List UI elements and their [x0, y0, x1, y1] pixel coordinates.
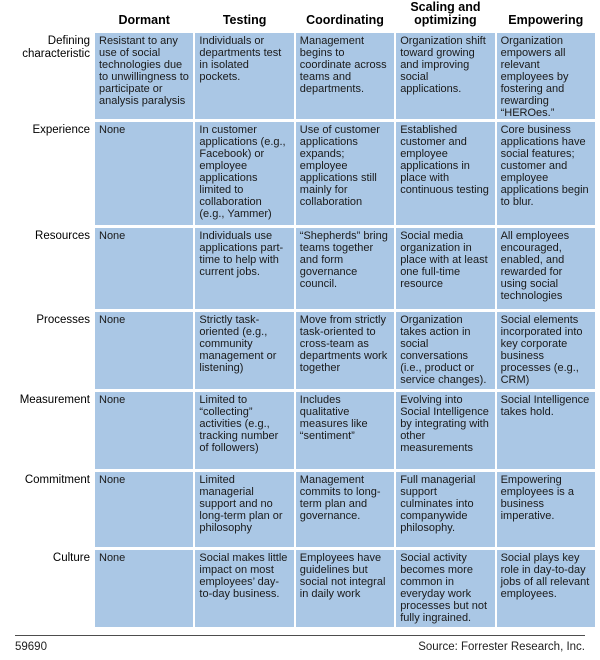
table-cell: None — [95, 472, 193, 547]
source-credit: Source: Forrester Research, Inc. — [418, 641, 585, 653]
row-label-culture: Culture — [52, 552, 90, 564]
column-header-dormant: Dormant — [118, 13, 170, 27]
table-cell: Social makes little impact on most employees’ day-to-day business. — [195, 550, 293, 627]
table-cell: Move from strictly task-oriented to cross-team as departments work together — [296, 312, 394, 389]
table-cell: Evolving into Social Intelligence by integrating with other measurements — [396, 392, 494, 469]
table-cell: Social media organization in place with at least one full-time resource — [396, 228, 494, 309]
column-header-empowering: Empowering — [508, 13, 584, 27]
table-cell: Strictly task-oriented (e.g., community management or listening) — [195, 312, 293, 389]
table-cell: Empowering employees is a business imperative. — [497, 472, 595, 547]
table-cell: None — [95, 392, 193, 469]
table-cell: Use of customer applications expands; employee applications still mainly for collaboration — [296, 122, 394, 225]
table-cell: Individuals use applications part-time to help with current jobs. — [195, 228, 293, 309]
table-cell: “Shepherds” bring teams together and form governance council. — [296, 228, 394, 309]
header-corner-spacer — [0, 0, 93, 30]
table-cell: Core business applications have social features; customer and employee applications begin to blur. — [497, 122, 595, 225]
table-cell: Social plays key role in day-to-day jobs of all relevant employees. — [497, 550, 595, 627]
table-cell: None — [95, 122, 193, 225]
row-label-resources: Resources — [35, 230, 90, 242]
table-cell: Management commits to long-term plan and governance. — [296, 472, 394, 547]
table-cell: Management begins to coordinate across teams and departments. — [296, 33, 394, 119]
table-cell: Organization shift toward growing and improving social applications. — [396, 33, 494, 119]
table-cell: In customer applications (e.g., Facebook) or employee applications limited to collaboration (e.g., Yammer) — [195, 122, 293, 225]
table-cell: Employees have guidelines but social not integral in daily work — [296, 550, 394, 627]
table-cell: Social Intelligence takes hold. — [497, 392, 595, 469]
table-cell: Includes qualitative measures like “sentiment” — [296, 392, 394, 469]
row-label-experience: Experience — [32, 124, 90, 136]
table-cell: None — [95, 550, 193, 627]
footer — [15, 636, 585, 653]
table-cell: Established customer and employee applications in place with continuous testing — [396, 122, 494, 225]
table-cell: Organization takes action in social conversations (i.e., product or service changes). — [396, 312, 494, 389]
row-label-processes: Processes — [36, 314, 90, 326]
column-header-coordinating: Coordinating — [306, 13, 384, 27]
column-header-scaling-and-optimizing: Scaling and optimizing — [410, 0, 481, 27]
row-label-commitment: Commitment — [24, 474, 90, 486]
table-cell: Resistant to any use of social technologies due to unwillingness to participate or analysis paralysis — [95, 33, 193, 119]
table-cell: None — [95, 312, 193, 389]
table-cell: All employees encouraged, enabled, and rewarded for using social technologies — [497, 228, 595, 309]
table-cell: Social activity becomes more common in everyday work processes but not fully ingrained. — [396, 550, 494, 627]
column-header-testing: Testing — [222, 13, 267, 27]
table-cell: Limited to “collecting” activities (e.g., tracking number of followers) — [195, 392, 293, 469]
table-cell: Organization empowers all relevant employees by fostering and rewarding “HEROes.” — [497, 33, 595, 119]
document-number: 59690 — [15, 641, 47, 653]
table-cell: Full managerial support culminates into companywide philosophy. — [396, 472, 494, 547]
table-cell: Social elements incorporated into key corporate business processes (e.g., CRM) — [497, 312, 595, 389]
row-label-defining-characteristic: Defining characteristic — [22, 35, 90, 60]
table-cell: None — [95, 228, 193, 309]
row-label-measurement: Measurement — [19, 394, 90, 406]
footer-rule — [15, 635, 585, 653]
table-cell: Individuals or departments test in isolated pockets. — [195, 33, 293, 119]
table-cell: Limited managerial support and no long-term plan or philosophy — [195, 472, 293, 547]
